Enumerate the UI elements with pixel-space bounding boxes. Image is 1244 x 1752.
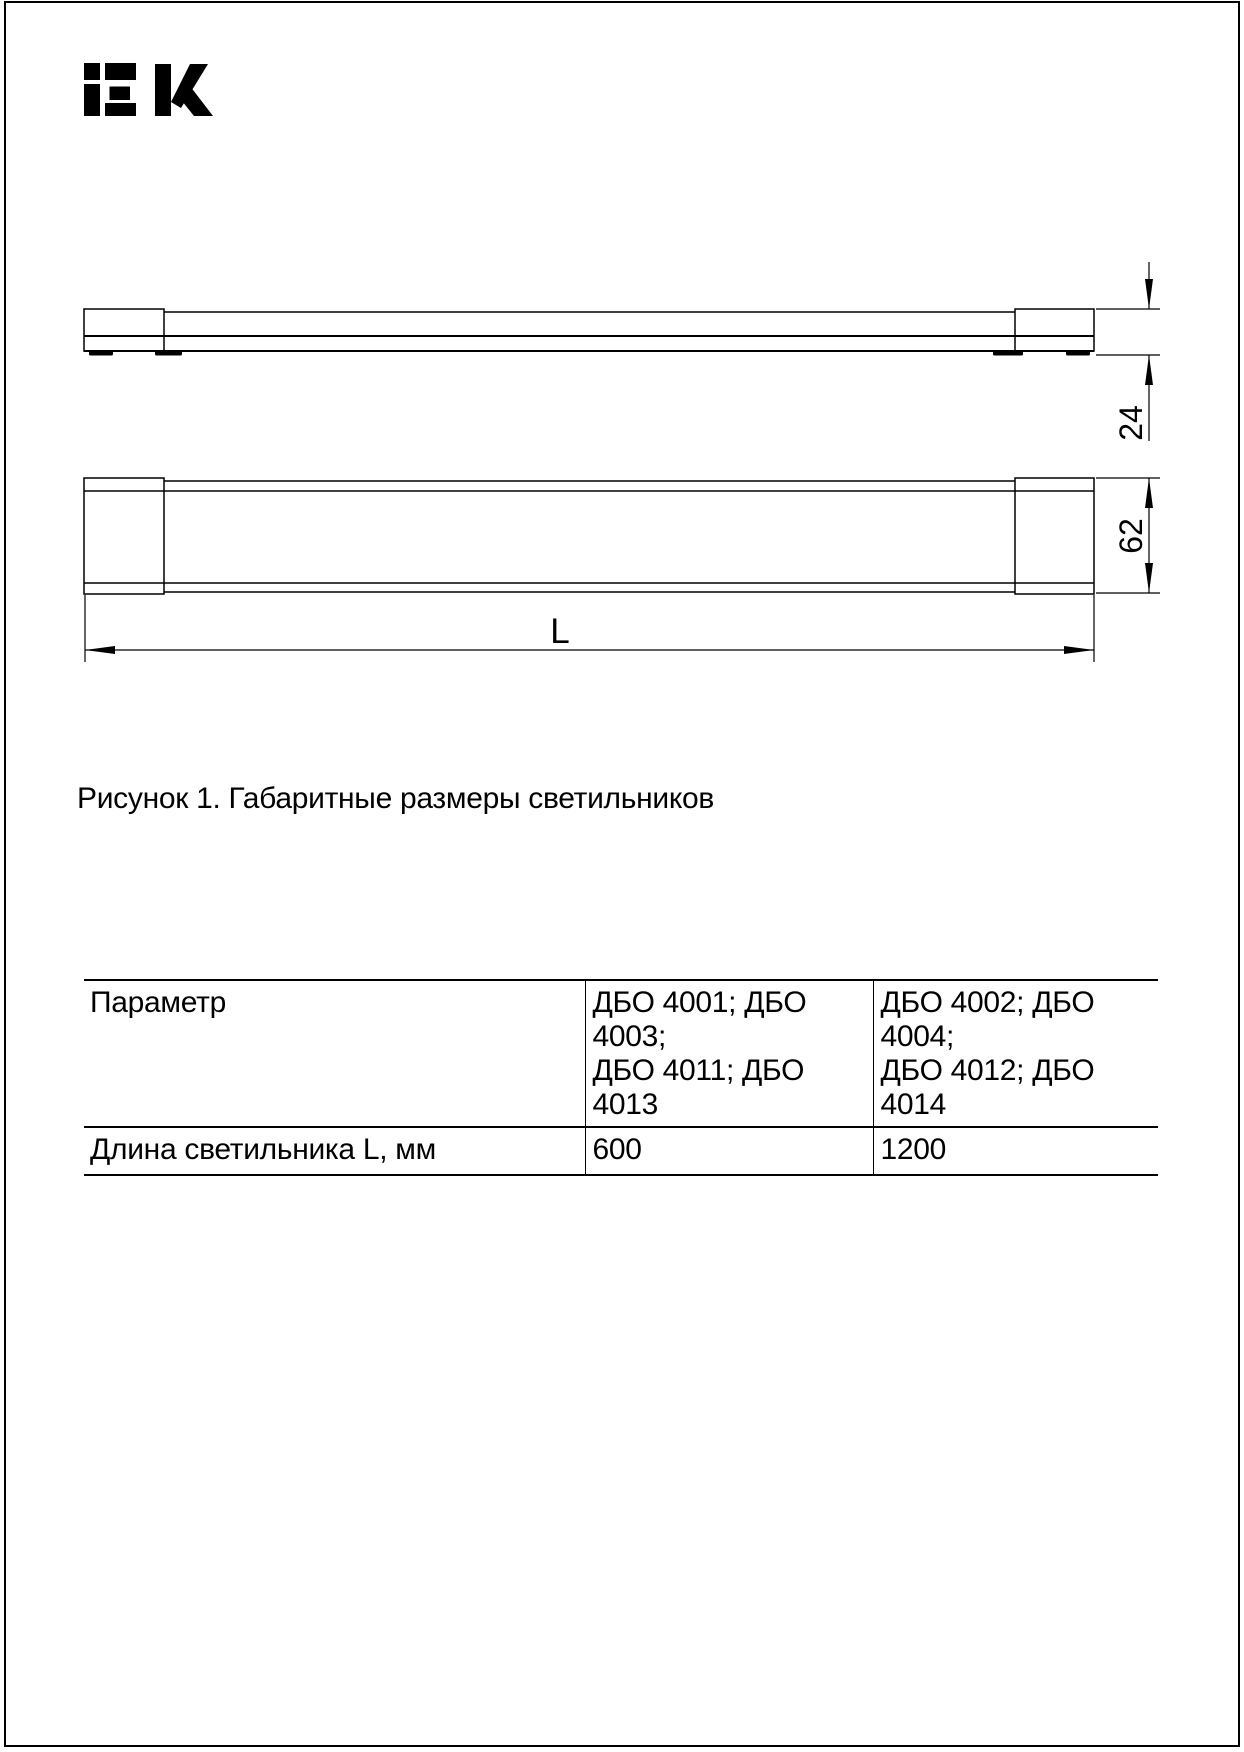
luminaire-side-view (84, 309, 1094, 356)
luminaire-front-view (84, 478, 1094, 594)
table-header-row (84, 980, 1158, 1127)
header-cell-parameter: Параметр (90, 986, 226, 1019)
dimension-length (85, 595, 1094, 662)
header-group2-line2: ДБО 4012; ДБО 4014 (880, 1054, 1095, 1121)
figure-caption: Рисунок 1. Габаритные размеры светильников (77, 782, 715, 815)
table-row (84, 1127, 1158, 1175)
dim-label-62: 62 (1113, 518, 1149, 554)
header-cell-group2 (873, 980, 1158, 1127)
cell-length-group1: 600 (585, 1127, 873, 1175)
header-group2-line1: ДБО 4002; ДБО 4004; (880, 986, 1095, 1053)
dim-label-24: 24 (1113, 405, 1149, 441)
header-group1-line2: ДБО 4011; ДБО 4013 (592, 1054, 805, 1121)
dimension-height-profile (1096, 262, 1160, 441)
dim-label-L: L (550, 612, 570, 651)
dimensions-table (84, 979, 1158, 1176)
iek-logo-icon (84, 63, 213, 116)
dimension-height-front (1096, 478, 1160, 593)
header-cell-group1 (585, 980, 873, 1127)
cell-length-group2: 1200 (873, 1127, 1158, 1175)
cell-length-parameter: Длина светильника L, мм (90, 1133, 436, 1166)
header-group1-line1: ДБО 4001; ДБО 4003; (592, 986, 807, 1053)
